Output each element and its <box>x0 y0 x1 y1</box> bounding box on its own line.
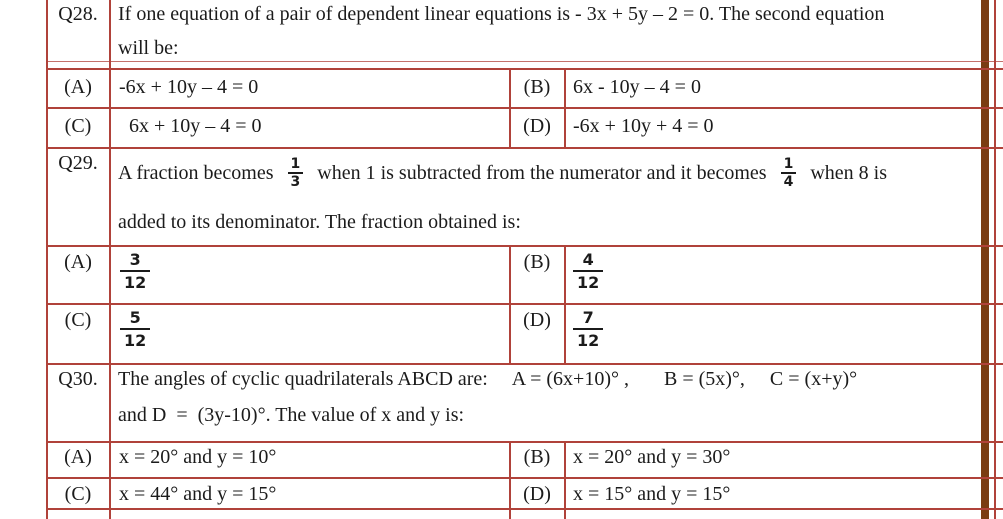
inline-fraction <box>781 156 797 190</box>
question-text-segment: A fraction becomes <box>118 161 274 184</box>
option-label: (A) <box>64 251 92 273</box>
option-fraction <box>120 307 150 351</box>
fraction-denominator: 3 <box>288 172 304 190</box>
fraction-numerator: 7 <box>582 308 594 327</box>
option-text: -6x + 10y + 4 = 0 <box>573 115 714 137</box>
option-label: (D) <box>523 483 551 505</box>
fraction-numerator: 1 <box>783 156 794 172</box>
fraction-numerator: 4 <box>582 250 594 269</box>
table-row-line <box>46 68 1003 70</box>
option-label: (C) <box>64 309 92 331</box>
option-text: x = 20° and y = 10° <box>119 446 277 468</box>
question-text-line: will be: <box>118 37 179 59</box>
question-text-line <box>118 150 887 196</box>
option-label: (D) <box>523 115 551 137</box>
option-label: (A) <box>64 76 92 98</box>
option-label: (B) <box>523 76 551 98</box>
table-row-line <box>46 61 1003 62</box>
option-label: (A) <box>64 446 92 468</box>
option-text: x = 20° and y = 30° <box>573 446 731 468</box>
question-number: Q29. <box>58 152 98 174</box>
question-text-line: and D = (3y-10)°. The value of x and y is: <box>118 404 465 426</box>
table-row-line <box>46 245 1003 247</box>
question-text-line: added to its denominator. The fraction obtained is: <box>118 211 521 233</box>
question-text-line: If one equation of a pair of dependent linear equations is - 3x + 5y – 2 = 0. The second equation <box>118 3 885 25</box>
option-fraction <box>573 249 603 293</box>
table-row-line <box>46 107 1003 109</box>
option-text: x = 15° and y = 15° <box>573 483 731 505</box>
option-text: 6x - 10y – 4 = 0 <box>573 76 701 98</box>
option-label: (B) <box>523 251 551 273</box>
option-label: (B) <box>523 446 551 468</box>
inline-fraction <box>288 156 304 190</box>
option-fraction <box>573 307 603 351</box>
question-number: Q28. <box>58 3 98 25</box>
table-row-line <box>46 508 1003 510</box>
fraction-denominator: 12 <box>120 328 150 351</box>
fraction-numerator: 5 <box>129 308 141 327</box>
fraction-denominator: 12 <box>573 328 603 351</box>
question-text-segment: when 8 is <box>810 161 887 184</box>
table-row-line <box>46 147 1003 149</box>
fraction-numerator: 1 <box>290 156 301 172</box>
option-fraction <box>120 249 150 293</box>
option-text: -6x + 10y – 4 = 0 <box>119 76 259 98</box>
fraction-denominator: 4 <box>781 172 797 190</box>
table-row-line <box>46 363 1003 365</box>
fraction-denominator: 12 <box>120 270 150 293</box>
table-row-line <box>46 477 1003 479</box>
option-label: (D) <box>523 309 551 331</box>
question-text-segment: when 1 is subtracted from the numerator and it becomes <box>317 161 767 184</box>
question-text-line: The angles of cyclic quadrilaterals ABCD are: A = (6x+10)° , B = (5x)°, C = (x+y)° <box>118 368 858 390</box>
table-row-line <box>46 303 1003 305</box>
fraction-denominator: 12 <box>573 270 603 293</box>
option-label: (C) <box>64 115 92 137</box>
table-row-line <box>46 441 1003 443</box>
fraction-numerator: 3 <box>129 250 141 269</box>
question-number: Q30. <box>58 368 98 390</box>
option-text: 6x + 10y – 4 = 0 <box>119 115 262 137</box>
option-text: x = 44° and y = 15° <box>119 483 277 505</box>
option-label: (C) <box>64 483 92 505</box>
